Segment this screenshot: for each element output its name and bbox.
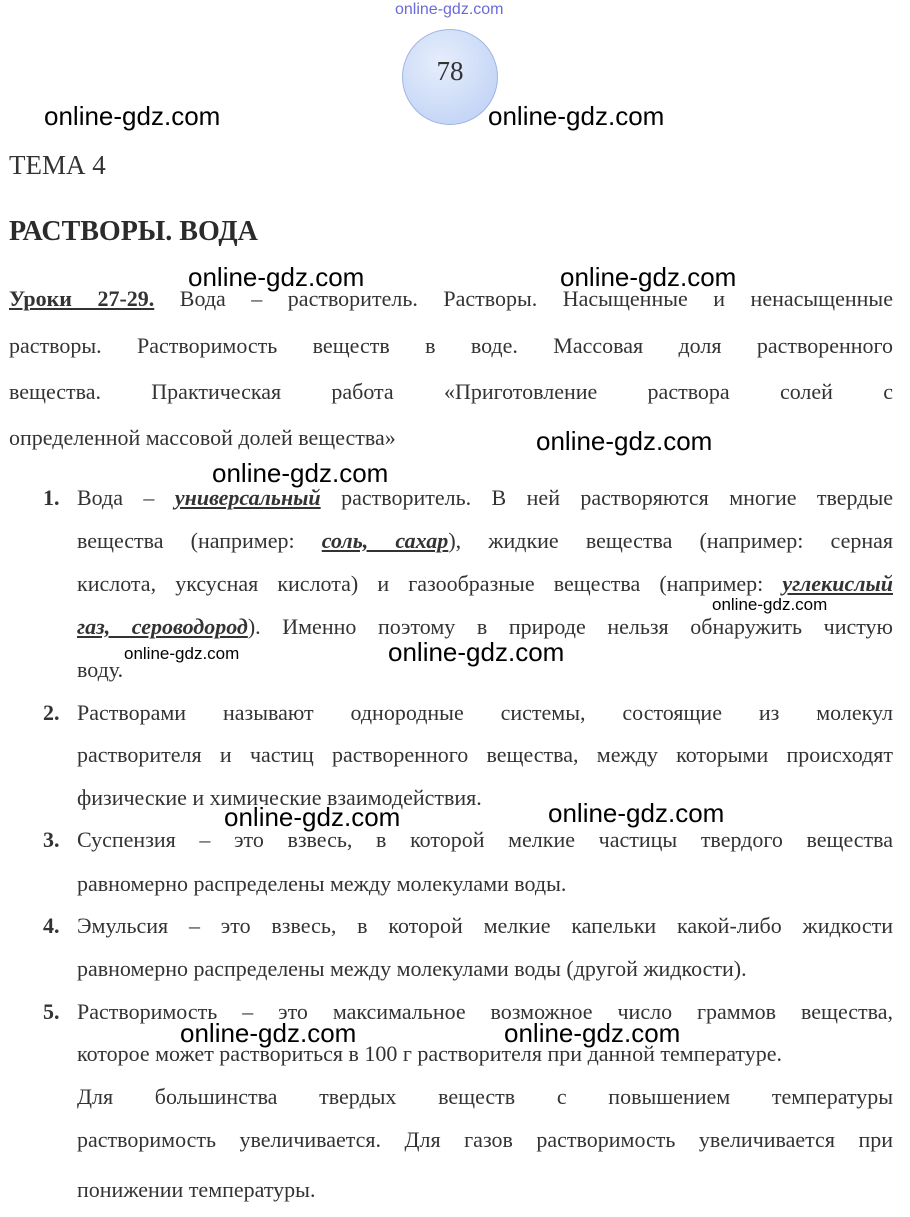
lesson-text: Вода – растворитель. Растворы. Насыщенные и ненасыщенные xyxy=(179,286,893,311)
item-5-line-1: Растворимость – это максимальное возможное число граммов вещества, xyxy=(77,999,893,1024)
watermark: online-gdz.com xyxy=(712,595,828,614)
item-number: 1. xyxy=(43,485,60,510)
watermark: online-gdz.com xyxy=(188,262,365,292)
item-5-line-4: растворимость увеличивается. Для газов растворимость увеличивается при xyxy=(77,1127,893,1152)
item-4-line-2: равномерно распределены между молекулами воды (другой жидкости). xyxy=(77,956,747,981)
answer-gas-h2s: газ, сероводород xyxy=(77,614,248,639)
item-text: ). Именно поэтому в природе нельзя обнаружить чистую xyxy=(247,614,893,639)
item-5-line-5: понижении температуры. xyxy=(77,1177,316,1202)
item-number: 3. xyxy=(43,827,60,852)
item-text: вещества (например: xyxy=(77,528,322,553)
watermark: online-gdz.com xyxy=(504,1018,681,1048)
item-number: 5. xyxy=(43,999,60,1024)
item-1-line-3 xyxy=(77,571,893,597)
item-text: кислота, уксусная кислота) и газообразные вещества (например: xyxy=(77,571,783,596)
item-number: 4. xyxy=(43,913,60,938)
watermark: online-gdz.com xyxy=(560,262,737,292)
item-2-line-1: Растворами называют однородные системы, состоящие из молекул xyxy=(77,700,893,725)
answer-salt-sugar: соль, сахар xyxy=(321,528,449,553)
item-5-line-2: которое может раствориться в 100 г растворителя при данной температуре. xyxy=(77,1041,782,1066)
answer-universal: универсальный xyxy=(174,485,321,510)
item-text: ), жидкие вещества (например: серная xyxy=(448,528,894,553)
item-number: 2. xyxy=(43,700,60,725)
item-3-line-2: равномерно распределены между молекулами воды. xyxy=(77,871,567,896)
item-2-line-3: физические и химические взаимодействия. xyxy=(77,785,482,810)
lesson-line-2: растворы. Растворимость веществ в воде. Массовая доля растворенного xyxy=(9,333,893,358)
answer-carbon-dioxide: углекислый xyxy=(782,571,893,596)
watermark: online-gdz.com xyxy=(44,101,221,131)
watermark: online-gdz.com xyxy=(388,637,565,667)
item-1-line-5: воду. xyxy=(77,657,124,682)
lesson-line-1 xyxy=(9,286,893,312)
watermark: online-gdz.com xyxy=(488,101,665,131)
item-4-line-1: Эмульсия – это взвесь, в которой мелкие капельки какой-либо жидкости xyxy=(77,913,893,938)
watermark: online-gdz.com xyxy=(180,1018,357,1048)
item-text: Вода – xyxy=(77,485,175,510)
watermark: online-gdz.com xyxy=(212,458,389,488)
page-number: 78 xyxy=(436,56,464,86)
watermark: online-gdz.com xyxy=(224,802,401,832)
item-1-line-2 xyxy=(77,528,893,554)
item-3-line-1: Суспензия – это взвесь, в которой мелкие частицы твердого вещества xyxy=(77,827,893,852)
top-watermark: online-gdz.com xyxy=(395,1,504,18)
watermark: online-gdz.com xyxy=(124,644,240,663)
watermark: online-gdz.com xyxy=(536,426,713,456)
item-5-line-3: Для большинства твердых веществ с повышением температуры xyxy=(77,1084,893,1109)
item-2-line-2: растворителя и частиц растворенного вещества, между которыми происходят xyxy=(77,742,893,767)
theme-heading: ТЕМА 4 xyxy=(9,150,106,180)
lesson-label: Уроки 27-29. xyxy=(9,286,155,311)
item-text: растворитель. В ней растворяются многие твердые xyxy=(320,485,893,510)
watermark: online-gdz.com xyxy=(548,798,725,828)
lesson-line-3: вещества. Практическая работа «Приготовление раствора солей с xyxy=(9,379,893,404)
section-title: РАСТВОРЫ. ВОДА xyxy=(9,216,258,247)
lesson-line-4: определенной массовой долей вещества» xyxy=(9,425,396,450)
item-1-line-1 xyxy=(77,485,893,511)
